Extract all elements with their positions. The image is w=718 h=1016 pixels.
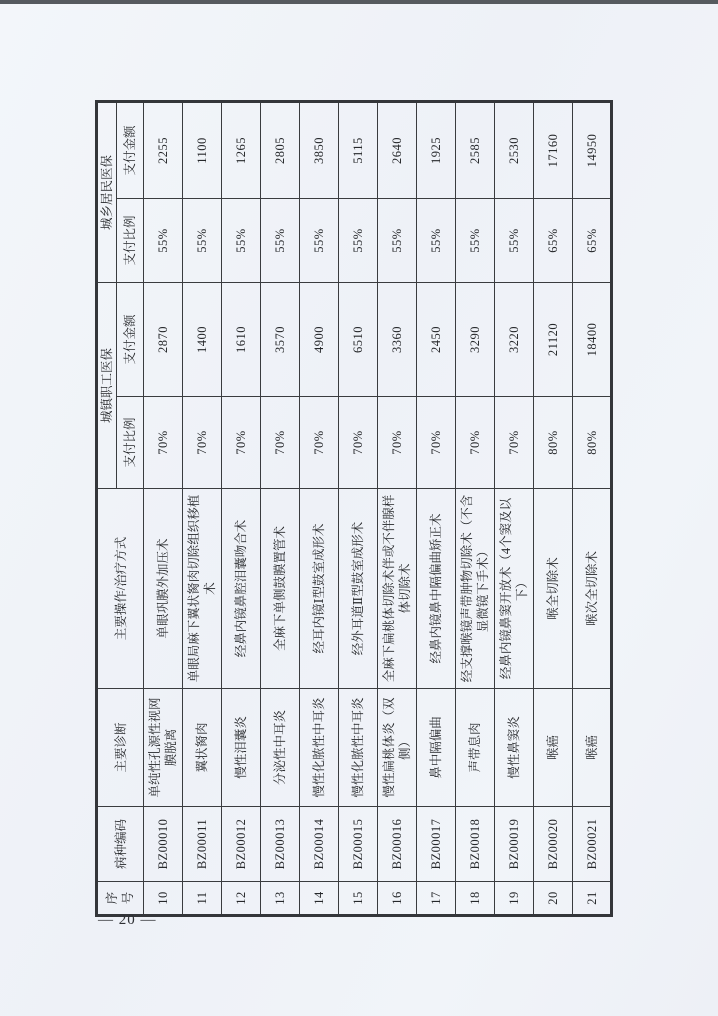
table-row xyxy=(183,101,222,915)
page-number: — 20 — xyxy=(98,912,157,928)
cell-disease-code: BZ00011 xyxy=(183,807,222,882)
header-employee-pay-ratio: 支付比例 xyxy=(117,397,144,489)
cell-disease-code: BZ00021 xyxy=(573,807,612,882)
cell-resident-pay-ratio: 55% xyxy=(417,198,456,282)
cell-employee-pay-amount: 18400 xyxy=(573,282,612,396)
cell-resident-pay-amount: 17160 xyxy=(534,101,573,198)
cell-operation: 喉次全切除术 xyxy=(573,489,612,689)
cell-operation: 经外耳道Ⅱ型鼓室成形术 xyxy=(339,489,378,689)
cell-disease-code: BZ00010 xyxy=(144,807,183,882)
cell-employee-pay-ratio: 70% xyxy=(417,397,456,489)
cell-resident-pay-ratio: 55% xyxy=(456,198,495,282)
cell-employee-pay-amount: 3360 xyxy=(378,282,417,396)
cell-resident-pay-ratio: 55% xyxy=(339,198,378,282)
cell-resident-pay-ratio: 65% xyxy=(573,198,612,282)
scan-edge-artifact-line xyxy=(0,0,718,4)
cell-employee-pay-amount: 6510 xyxy=(339,282,378,396)
cell-resident-pay-amount: 1100 xyxy=(183,101,222,198)
header-diagnosis: 主要诊断 xyxy=(97,689,144,807)
cell-serial: 16 xyxy=(378,882,417,916)
table-row xyxy=(495,101,534,915)
cell-serial: 15 xyxy=(339,882,378,916)
cell-employee-pay-amount: 3570 xyxy=(261,282,300,396)
cell-serial: 17 xyxy=(417,882,456,916)
cell-resident-pay-amount: 5115 xyxy=(339,101,378,198)
cell-disease-code: BZ00013 xyxy=(261,807,300,882)
cell-employee-pay-ratio: 70% xyxy=(378,397,417,489)
header-employee-pay-amount: 支付金额 xyxy=(117,282,144,396)
cell-employee-pay-ratio: 70% xyxy=(300,397,339,489)
cell-resident-pay-ratio: 55% xyxy=(183,198,222,282)
cell-resident-pay-amount: 2530 xyxy=(495,101,534,198)
table-row xyxy=(573,101,612,915)
cell-serial: 11 xyxy=(183,882,222,916)
insurance-payment-table xyxy=(95,100,613,917)
cell-diagnosis: 慢性化脓性中耳炎 xyxy=(339,689,378,807)
cell-diagnosis: 慢性化脓性中耳炎 xyxy=(300,689,339,807)
cell-serial: 13 xyxy=(261,882,300,916)
header-serial-label: 序号 xyxy=(105,891,135,905)
cell-resident-pay-ratio: 55% xyxy=(300,198,339,282)
cell-serial: 18 xyxy=(456,882,495,916)
cell-serial: 20 xyxy=(534,882,573,916)
cell-operation: 单眼巩膜外加压术 xyxy=(144,489,183,689)
cell-disease-code: BZ00020 xyxy=(534,807,573,882)
cell-resident-pay-ratio: 55% xyxy=(144,198,183,282)
cell-employee-pay-ratio: 70% xyxy=(144,397,183,489)
cell-diagnosis: 慢性泪囊炎 xyxy=(222,689,261,807)
table-row xyxy=(300,101,339,915)
cell-diagnosis: 鼻中隔偏曲 xyxy=(417,689,456,807)
cell-disease-code: BZ00019 xyxy=(495,807,534,882)
cell-employee-pay-ratio: 70% xyxy=(495,397,534,489)
cell-diagnosis: 慢性扁桃体炎（双侧） xyxy=(378,689,417,807)
table-row xyxy=(222,101,261,915)
cell-disease-code: BZ00014 xyxy=(300,807,339,882)
table-header xyxy=(97,101,144,915)
cell-employee-pay-amount: 1400 xyxy=(183,282,222,396)
cell-operation: 经鼻内镜鼻中隔偏曲矫正术 xyxy=(417,489,456,689)
cell-employee-pay-amount: 2870 xyxy=(144,282,183,396)
cell-employee-pay-ratio: 70% xyxy=(222,397,261,489)
cell-employee-pay-amount: 4900 xyxy=(300,282,339,396)
cell-diagnosis: 分泌性中耳炎 xyxy=(261,689,300,807)
cell-diagnosis: 喉癌 xyxy=(573,689,612,807)
cell-resident-pay-ratio: 55% xyxy=(222,198,261,282)
table-row xyxy=(144,101,183,915)
cell-resident-pay-amount: 1265 xyxy=(222,101,261,198)
cell-resident-pay-amount: 14950 xyxy=(573,101,612,198)
cell-operation: 单眼局麻下翼状胬肉切除组织移植术 xyxy=(183,489,222,689)
cell-diagnosis: 喉癌 xyxy=(534,689,573,807)
table-body xyxy=(144,101,612,915)
cell-resident-pay-ratio: 65% xyxy=(534,198,573,282)
header-serial xyxy=(97,882,144,916)
cell-disease-code: BZ00015 xyxy=(339,807,378,882)
cell-employee-pay-amount: 2450 xyxy=(417,282,456,396)
cell-operation: 喉全切除术 xyxy=(534,489,573,689)
cell-serial: 14 xyxy=(300,882,339,916)
cell-resident-pay-amount: 2805 xyxy=(261,101,300,198)
rotated-table-container xyxy=(95,103,610,917)
header-employee-insurance-group: 城镇职工医保 xyxy=(97,282,117,488)
cell-serial: 10 xyxy=(144,882,183,916)
table-row xyxy=(261,101,300,915)
cell-resident-pay-amount: 1925 xyxy=(417,101,456,198)
cell-employee-pay-amount: 3290 xyxy=(456,282,495,396)
cell-employee-pay-ratio: 70% xyxy=(261,397,300,489)
cell-resident-pay-ratio: 55% xyxy=(378,198,417,282)
cell-resident-pay-amount: 2255 xyxy=(144,101,183,198)
table-row xyxy=(339,101,378,915)
cell-employee-pay-ratio: 80% xyxy=(534,397,573,489)
cell-employee-pay-amount: 1610 xyxy=(222,282,261,396)
cell-resident-pay-amount: 2585 xyxy=(456,101,495,198)
cell-disease-code: BZ00017 xyxy=(417,807,456,882)
cell-disease-code: BZ00018 xyxy=(456,807,495,882)
cell-serial: 19 xyxy=(495,882,534,916)
cell-operation: 经鼻内镜鼻腔泪囊吻合术 xyxy=(222,489,261,689)
cell-disease-code: BZ00016 xyxy=(378,807,417,882)
table-row xyxy=(378,101,417,915)
header-resident-pay-amount: 支付金额 xyxy=(117,101,144,198)
cell-disease-code: BZ00012 xyxy=(222,807,261,882)
cell-diagnosis: 翼状胬肉 xyxy=(183,689,222,807)
cell-resident-pay-ratio: 55% xyxy=(261,198,300,282)
cell-employee-pay-ratio: 80% xyxy=(573,397,612,489)
table-row xyxy=(534,101,573,915)
cell-operation: 全麻下扁桃体切除术伴或不伴腺样体切除术 xyxy=(378,489,417,689)
cell-diagnosis: 慢性鼻窦炎 xyxy=(495,689,534,807)
cell-diagnosis: 单纯性孔源性视网膜脱离 xyxy=(144,689,183,807)
cell-operation: 经鼻内镜鼻窦开放术（4个窦及以下） xyxy=(495,489,534,689)
cell-resident-pay-ratio: 55% xyxy=(495,198,534,282)
table-row xyxy=(417,101,456,915)
cell-employee-pay-amount: 21120 xyxy=(534,282,573,396)
cell-employee-pay-ratio: 70% xyxy=(456,397,495,489)
header-operation: 主要操作/治疗方式 xyxy=(97,489,144,689)
cell-employee-pay-amount: 3220 xyxy=(495,282,534,396)
cell-operation: 全麻下单侧鼓膜置管术 xyxy=(261,489,300,689)
header-resident-insurance-group: 城乡居民医保 xyxy=(97,101,117,282)
cell-operation: 经支撑喉镜声带肿物切除术（不含显微镜下手术） xyxy=(456,489,495,689)
cell-resident-pay-amount: 2640 xyxy=(378,101,417,198)
cell-serial: 12 xyxy=(222,882,261,916)
cell-serial: 21 xyxy=(573,882,612,916)
cell-operation: 经耳内镜Ⅰ型鼓室成形术 xyxy=(300,489,339,689)
cell-resident-pay-amount: 3850 xyxy=(300,101,339,198)
header-resident-pay-ratio: 支付比例 xyxy=(117,198,144,282)
header-code: 病种编码 xyxy=(97,807,144,882)
cell-employee-pay-ratio: 70% xyxy=(183,397,222,489)
table-row xyxy=(456,101,495,915)
cell-diagnosis: 声带息肉 xyxy=(456,689,495,807)
cell-employee-pay-ratio: 70% xyxy=(339,397,378,489)
